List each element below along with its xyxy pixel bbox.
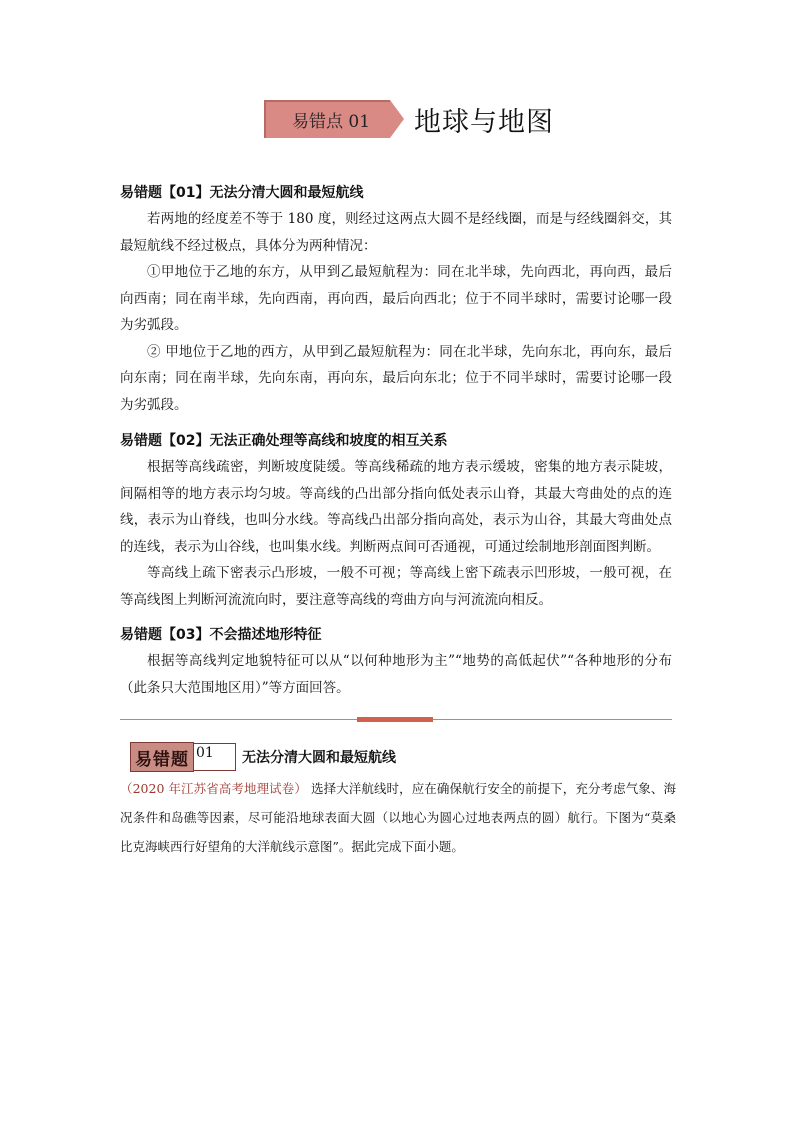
question-body: 选择大洋航线时，应在确保航行安全的前提下，充分考虑气象、海况条件和岛礁等因素，尽可能沿地球表面大圆（以地心为圆心过地表两点的圆）航行。下图为“莫桑比克海峡西行好望角的大洋航线示意图”。据此完成下面小题。 xyxy=(120,781,676,854)
paragraph: ② 甲地位于乙地的西方，从甲到乙最短航程为：同在北半球，先向东北，再向东，最后向东南；同在南半球，先向东南，再向东，最后向东北；位于不同半球时，需要讨论哪一段为劣弧段。 xyxy=(120,343,672,413)
paragraph: 等高线上疏下密表示凸形坡，一般不可视；等高线上密下疏表示凹形坡，一般可视，在等高线图上判断河流流向时，要注意等高线的弯曲方向与河流流向相反。 xyxy=(120,565,672,608)
section-label xyxy=(130,742,396,772)
error-heading: 易错题【02】无法正确处理等高线和坡度的相互关系 xyxy=(120,433,448,449)
question-source: （2020 年江苏省高考地理试卷） xyxy=(120,781,307,796)
section-tag-label: 易错题 xyxy=(135,749,189,770)
error-section-3 xyxy=(120,622,672,701)
error-section-1 xyxy=(120,180,672,418)
paragraph: 若两地的经度差不等于 180 度，则经过这两点大圆不是经线圈，而是与经线圈斜交，其最短航线不经过极点，具体分为两种情况： xyxy=(120,211,672,254)
question-text xyxy=(120,774,676,861)
paragraph: ①甲地位于乙地的东方，从甲到乙最短航程为：同在北半球，先向西北，再向西，最后向西南；同在南半球，先向西南，再向西，最后向西北；位于不同半球时，需要讨论哪一段为劣弧段。 xyxy=(120,264,672,333)
header-tag-label: 易错点 01 xyxy=(291,111,371,132)
paragraph: 根据等高线疏密，判断坡度陡缓。等高线稀疏的地方表示缓坡，密集的地方表示陡坡，间隔相等的地方表示均匀坡。等高线的凸出部分指向低处表示山脊，其最大弯曲处的点的连线，表示为山脊线，也叫分水线。等高线凸出部分指向高处，表示为山谷，其最大弯曲处点的连线，表示为山谷线，也叫集水线。判断两点间可否通视，可通过绘制地形剖面图判断。 xyxy=(120,459,672,555)
header-tag xyxy=(264,100,390,138)
page-title: 地球与地图 xyxy=(414,106,554,138)
page-header xyxy=(264,100,554,138)
divider-accent xyxy=(357,717,433,722)
error-heading: 易错题【03】不会描述地形特征 xyxy=(120,627,322,643)
error-heading: 易错题【01】无法分清大圆和最短航线 xyxy=(120,185,364,201)
section-tag xyxy=(130,742,194,772)
error-section-2 xyxy=(120,428,672,613)
paragraph: 根据等高线判定地貌特征可以从“以何种地形为主”“地势的高低起伏”“各种地形的分布（此条只大范围地区用）”等方面回答。 xyxy=(120,653,672,696)
section-title: 无法分清大圆和最短航线 xyxy=(242,750,396,766)
section-number: 01 xyxy=(194,743,236,771)
